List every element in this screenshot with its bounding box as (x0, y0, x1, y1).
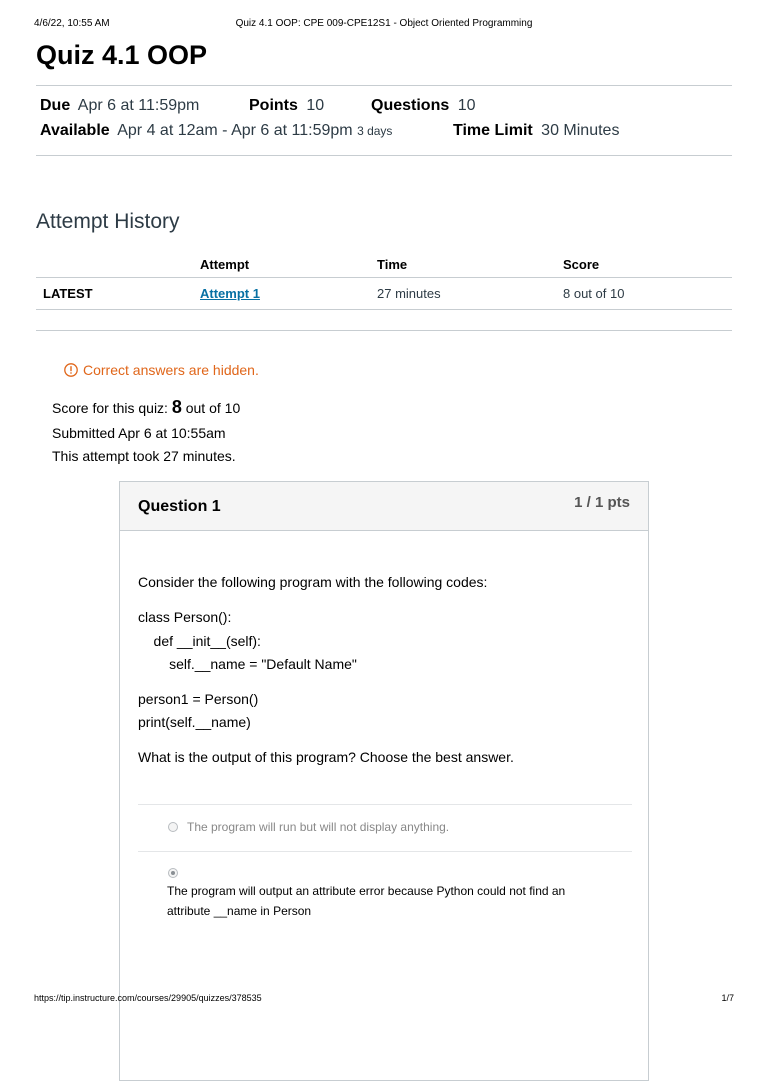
hidden-answers-notice (64, 362, 259, 378)
submitted-text: Submitted Apr 6 at 10:55am (52, 425, 226, 441)
score-cell: 8 out of 10 (563, 278, 732, 310)
column-header-time: Time (377, 252, 563, 278)
latest-label: LATEST (36, 278, 200, 310)
points-label: Points (249, 97, 298, 114)
answer-option-text: The program will output an attribute error because Python could not find an (167, 884, 566, 898)
question-text: Consider the following program with the following codes: (138, 574, 488, 590)
attempt-duration-text: This attempt took 27 minutes. (52, 448, 236, 464)
time-limit-label: Time Limit (453, 122, 533, 139)
quiz-score (52, 397, 240, 418)
notice-text: Correct answers are hidden. (83, 362, 259, 378)
question-header (120, 482, 648, 531)
divider (36, 330, 732, 331)
available-label: Available (40, 122, 110, 139)
page-number: 1/7 (721, 993, 734, 1003)
answer-radio[interactable] (168, 822, 178, 832)
time-limit-item (453, 122, 619, 140)
page-url: https://tip.instructure.com/courses/29905/quizzes/378535 (34, 993, 262, 1003)
quiz-details-row-1 (40, 97, 720, 117)
answer-option-text: The program will run but will not display anything. (187, 820, 450, 834)
points-value: 10 (306, 97, 325, 114)
time-limit-value: 30 Minutes (541, 122, 620, 139)
print-document-title: Quiz 4.1 OOP: CPE 009-CPE12S1 - Object Oriented Programming (235, 18, 533, 29)
divider (36, 85, 732, 86)
question-card (119, 481, 649, 1081)
code-line: self.__name = "Default Name" (138, 656, 357, 672)
print-header (34, 18, 734, 32)
question-prompt: What is the output of this program? Choose the best answer. (138, 749, 514, 765)
page-title: Quiz 4.1 OOP (36, 40, 208, 70)
answer-divider (138, 851, 632, 852)
code-line: def __init__(self): (138, 633, 261, 649)
warning-icon (64, 363, 78, 377)
questions-label: Questions (371, 97, 450, 114)
due-item (40, 97, 199, 115)
attempt-history-table (36, 252, 732, 310)
available-value: Apr 4 at 12am - Apr 6 at 11:59pm (117, 122, 353, 139)
answer-divider (138, 804, 632, 805)
question-title: Question 1 (138, 498, 221, 515)
attempt-link[interactable]: Attempt 1 (200, 286, 260, 301)
divider (36, 155, 732, 156)
due-value: Apr 6 at 11:59pm (77, 97, 200, 114)
points-item (249, 97, 324, 115)
table-header-row (36, 252, 732, 278)
questions-item (371, 97, 475, 115)
answer-radio-selected[interactable] (168, 868, 178, 878)
questions-value: 10 (457, 97, 476, 114)
print-date: 4/6/22, 10:55 AM (34, 18, 110, 29)
code-line: class Person(): (138, 609, 232, 625)
column-header (36, 252, 200, 278)
table-row (36, 278, 732, 310)
available-item (40, 122, 392, 140)
time-cell: 27 minutes (377, 278, 563, 310)
available-days: 3 days (357, 124, 393, 138)
code-line: person1 = Person() (138, 691, 259, 707)
column-header-attempt: Attempt (200, 252, 377, 278)
attempt-cell (200, 278, 377, 310)
due-label: Due (40, 97, 71, 114)
score-prefix: Score for this quiz: (52, 400, 168, 416)
question-points: 1 / 1 pts (574, 494, 630, 511)
print-footer (34, 993, 734, 1005)
answer-option-text: attribute __name in Person (167, 904, 312, 918)
score-suffix: out of 10 (185, 400, 241, 416)
column-header-score: Score (563, 252, 732, 278)
code-line: print(self.__name) (138, 714, 251, 730)
quiz-details-row-2 (40, 122, 720, 142)
attempt-history-title: Attempt History (36, 210, 180, 233)
score-value: 8 (171, 397, 182, 417)
